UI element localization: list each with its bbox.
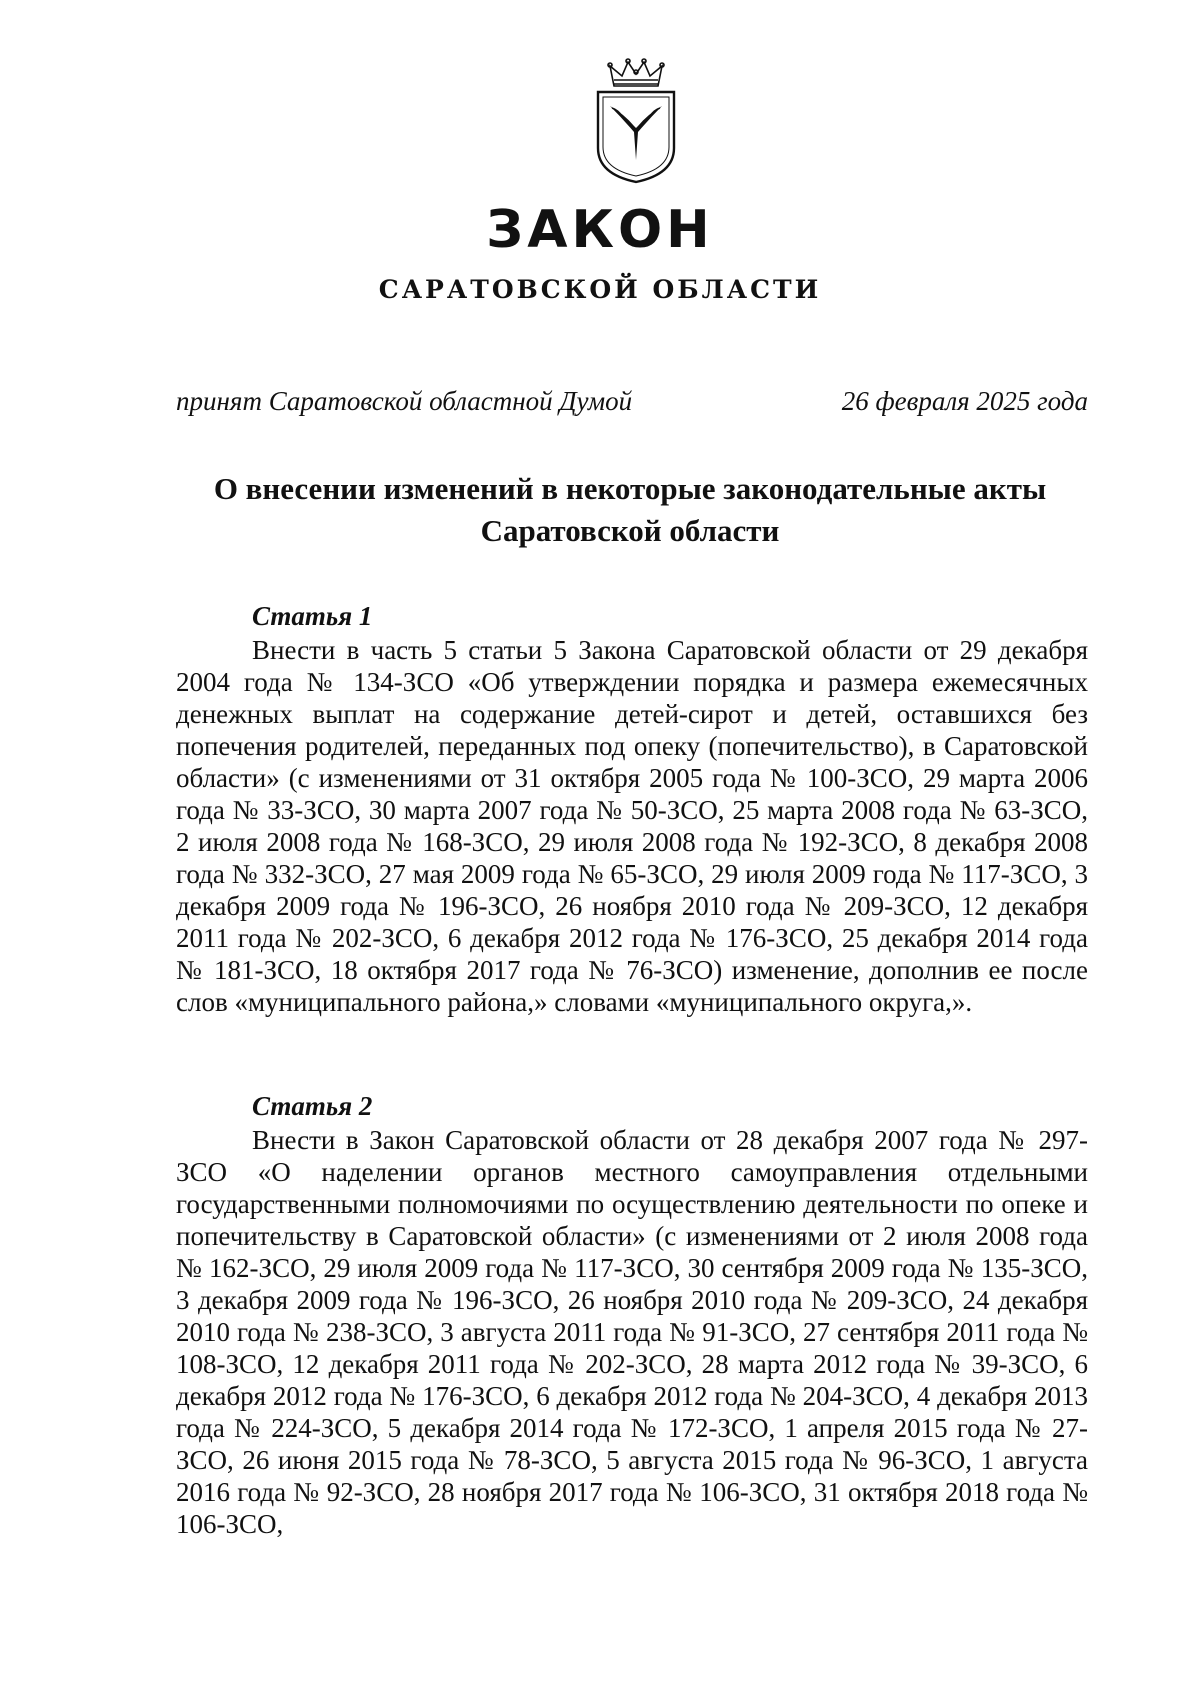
saratov-coat-of-arms-icon — [592, 56, 680, 186]
region-heading: САРАТОВСКОЙ ОБЛАСТИ — [378, 275, 822, 304]
law-heading: ЗАКОН — [486, 200, 714, 260]
adoption-date: 26 февраля 2025 года — [841, 386, 1088, 416]
article-heading: Статья 1 — [252, 601, 373, 631]
adopted-by-text: принят Саратовской областной Думой — [176, 386, 633, 416]
document-title: О внесении изменений в некоторые законодательные акты Саратовской области — [213, 471, 1047, 548]
article-2 — [176, 1090, 1088, 1540]
adoption-line — [176, 386, 1088, 420]
article-1 — [176, 600, 1088, 1018]
article-text: Внести в часть 5 статьи 5 Закона Саратовской области от 29 декабря 2004 года № 134-ЗСО «Об утверждении порядка и размера ежемесячных денежных выплат на содержание детей-сирот и детей, оставшихся без попечения родителей, переданных под опеку (попечительство), в Саратовской области» (с изменениями от 31 октября 2005 года № 100-ЗСО, 29 марта 2006 года № 33-ЗСО, 30 марта 2007 года № 50-ЗСО, 25 марта 2008 года № 63-ЗСО, 2 июля 2008 года № 168-ЗСО, 29 июля 2008 года № 192-ЗСО, 8 декабря 2008 года № 332-ЗСО, 27 мая 2009 года № 65-ЗСО, 29 июля 2009 года № 117-ЗСО, 3 декабря 2009 года № 196-ЗСО, 26 ноября 2010 года № 209-ЗСО, 12 декабря 2011 года № 202-ЗСО, 6 декабря 2012 года № 176-ЗСО, 25 декабря 2014 года № 181-ЗСО, 18 октября 2017 года № 76-ЗСО) изменение, дополнив ее после слов «муниципального района,» словами «муниципального округа,». — [176, 635, 1088, 1017]
article-heading: Статья 2 — [252, 1091, 373, 1121]
article-text: Внести в Закон Саратовской области от 28 декабря 2007 года № 297-ЗСО «О наделении органов местного самоуправления отдельными государственными полномочиями по осуществлению деятельности по опеке и попечительству в Саратовской области» (с изменениями от 2 июля 2008 года № 162-ЗСО, 29 июля 2009 года № 117-ЗСО, 30 сентября 2009 года № 135-ЗСО, 3 декабря 2009 года № 196-ЗСО, 26 ноября 2010 года № 209-ЗСО, 24 декабря 2010 года № 238-ЗСО, 3 августа 2011 года № 91-ЗСО, 27 сентября 2011 года № 108-ЗСО, 12 декабря 2011 года № 202-ЗСО, 28 марта 2012 года № 39-ЗСО, 6 декабря 2012 года № 176-ЗСО, 6 декабря 2012 года № 204-ЗСО, 4 декабря 2013 года № 224-ЗСО, 5 декабря 2014 года № 172-ЗСО, 1 апреля 2015 года № 27-ЗСО, 26 июня 2015 года № 78-ЗСО, 5 августа 2015 года № 96-ЗСО, 1 августа 2016 года № 92-ЗСО, 28 ноября 2017 года № 106-ЗСО, 31 октября 2018 года № 106-ЗСО, — [176, 1125, 1088, 1539]
